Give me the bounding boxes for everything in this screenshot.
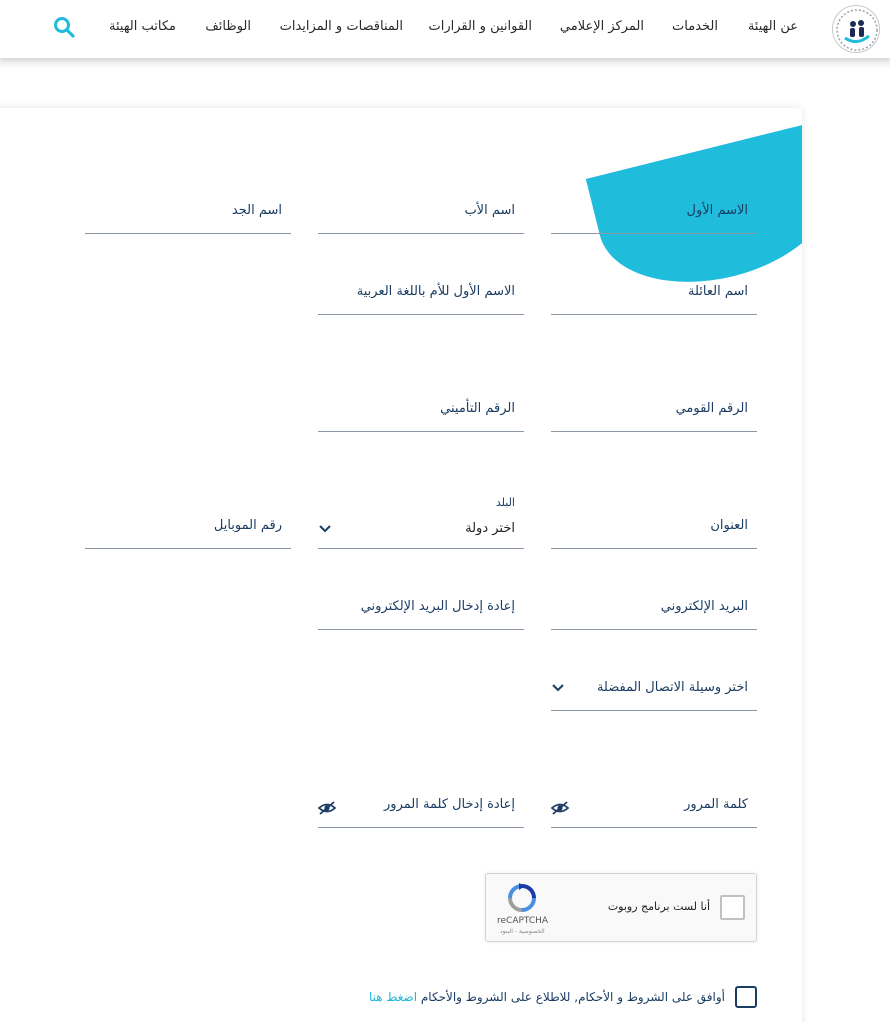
top-header (0, 0, 890, 58)
email-confirm-field[interactable] (318, 590, 524, 630)
nav-item-jobs[interactable]: الوظائف (205, 19, 251, 34)
insurance-number-field[interactable] (318, 392, 524, 432)
nav-item-tenders[interactable]: المناقصات و المزايدات (279, 19, 403, 34)
address-label: العنوان (710, 518, 748, 533)
first-name-field[interactable] (551, 194, 757, 234)
father-name-label: اسم الأب (464, 203, 515, 218)
password-field[interactable] (551, 788, 757, 828)
nav-item-laws[interactable]: القوانين و القرارات (428, 19, 532, 34)
chevron-down-icon (551, 683, 565, 693)
grandfather-name-field[interactable] (85, 194, 291, 234)
country-select[interactable] (318, 498, 524, 549)
insurance-number-label: الرقم التأميني (440, 401, 515, 416)
first-name-label: الاسم الأول (686, 203, 748, 218)
national-id-field[interactable] (551, 392, 757, 432)
recaptcha-checkbox[interactable] (720, 895, 745, 920)
search-icon[interactable] (53, 16, 75, 38)
password-confirm-label: إعادة إدخال كلمة المرور (384, 797, 515, 812)
terms-label: أوافق على الشروط و الأحكام, للاطلاع على الشروط والأحكام (417, 990, 725, 1004)
country-label: البلد (495, 496, 515, 509)
eye-slash-icon[interactable] (318, 800, 336, 816)
terms-link[interactable]: اضغط هنا (368, 990, 418, 1004)
chevron-down-icon (318, 524, 332, 534)
mother-name-field[interactable] (318, 275, 524, 315)
national-id-label: الرقم القومي (675, 401, 748, 416)
email-field[interactable] (551, 590, 757, 630)
eye-slash-icon[interactable] (551, 800, 569, 816)
header-shadow-band (0, 58, 890, 70)
father-name-field[interactable] (318, 194, 524, 234)
terms-checkbox[interactable] (735, 986, 757, 1008)
email-confirm-label: إعادة إدخال البريد الإلكتروني (360, 599, 515, 614)
authority-logo[interactable] (832, 5, 880, 53)
password-confirm-field[interactable] (318, 788, 524, 828)
password-label: كلمة المرور (684, 797, 748, 812)
nav-item-offices[interactable]: مكاتب الهيئة (109, 19, 176, 34)
nav-item-media-center[interactable]: المركز الإعلامي (559, 19, 644, 34)
family-name-field[interactable] (551, 275, 757, 315)
nav-item-services[interactable]: الخدمات (672, 19, 718, 34)
recaptcha-brand: reCAPTCHA (497, 916, 549, 926)
recaptcha-logo-icon (506, 882, 538, 914)
logo-emblem-icon (833, 6, 880, 53)
recaptcha-widget (485, 873, 757, 942)
family-name-label: اسم العائلة (688, 284, 748, 299)
nav-item-about[interactable]: عن الهيئة (747, 19, 798, 34)
mother-name-label: الاسم الأول للأم باللغة العربية (356, 284, 515, 299)
address-field[interactable] (551, 509, 757, 549)
country-value: اختر دولة (465, 521, 515, 536)
email-label: البريد الإلكتروني (660, 599, 748, 614)
recaptcha-label: أنا لست برنامج روبوت (607, 900, 710, 913)
contact-method-label: اختر وسيلة الاتصال المفضلة (596, 680, 748, 695)
mobile-field[interactable] (85, 509, 291, 549)
terms-text (369, 990, 725, 1004)
grandfather-name-label: اسم الجد (231, 203, 282, 218)
recaptcha-links[interactable]: الخصوصية - البنود (500, 928, 545, 935)
contact-method-select[interactable] (551, 671, 757, 711)
mobile-label: رقم الموبايل (213, 518, 282, 533)
